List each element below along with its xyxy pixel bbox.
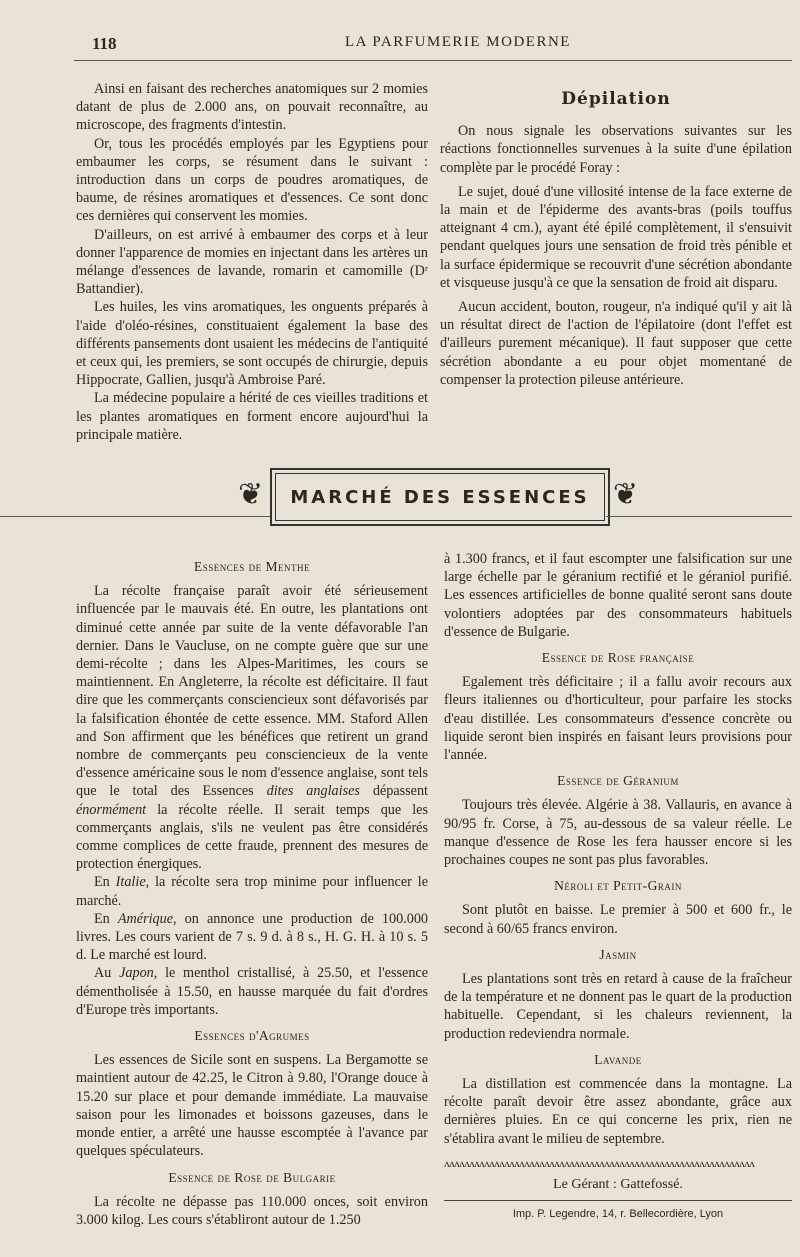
gerant-signature: Le Gérant : Gattefossé. (553, 1177, 683, 1193)
paragraph: Les plantations sont très en retard à cause de la fraîcheur de la température et ne donnent pas le quart de la production habituelle. Cependant, si les chaleurs reviennent, la production redeviendra normale. (444, 971, 792, 1042)
right-column-top (440, 90, 792, 389)
section-banner (236, 468, 640, 526)
paragraph: Sont plutôt en baisse. Le premier à 500 et 600 fr., le second à 60/65 francs environ. (444, 902, 792, 937)
paragraph: Le sujet, doué d'une villosité intense de la face externe de la main et de l'épiderme des avants-bras (poils touffus atteignant 4 cm.), ayant été épilé complètement, il s'ensuivit pendant quelques jours une sensation de froid très pénible et la surface épidermique se recouvrit d'une sécrétion abondante et visqueuse jusqu'à ce que la sensation de froid ait disparu. (440, 183, 792, 291)
paragraph: En Italie, la récolte sera trop minime pour influencer le marché. (76, 874, 429, 909)
page-header (88, 34, 788, 60)
paragraph: Or, tous les procédés employés par les Egyptiens pour embaumer les corps, se résument dans le suivant : introduction dans un corps de poudres aromatiques, de baume, de résines aromatiques et d'essences. Ce sont donc ces dernières qui conservent les momies. (76, 135, 428, 225)
paragraph: Ainsi en faisant des recherches anatomiques sur 2 momies datant de plus de 2.000 ans, on pouvait reconnaître, au microscope, des fragments d'intestin. (76, 81, 428, 134)
section-heading-lavande: Lavande (594, 1051, 642, 1067)
section-heading-geranium: Essence de Géranium (557, 773, 679, 789)
section-heading-jasmin: Jasmin (599, 946, 637, 962)
banner-rule-right (606, 516, 792, 517)
paragraph: Les huiles, les vins aromatiques, les onguents préparés à l'aide d'oléo-résines, constituaient également la base des différents pansements dont usaient les médecins de l'antiquité et ceux qui, les premiers, se sont occupés de chirurgie, depuis Hippocrate, Gallien, jusqu'à Ambroise Paré. (76, 299, 428, 389)
paragraph: La médecine populaire a hérité de ces vieilles traditions et les plantes aromatiques en forment encore aujourd'hui la principale matière. (76, 390, 428, 443)
paragraph: à 1.300 francs, et il faut escompter une falsification sur une large échelle par le géranium rectifié et le géraniol purifié. Les essences artificielles de bonne qualité seront sans doute volontiers adoptées par des consommateurs habituels d'essence de Bulgarie. (444, 551, 792, 640)
ornament-left-icon: ❦ (238, 478, 264, 511)
paragraph: La distillation est commencée dans la montagne. La récolte paraît devoir être assez abondante, grâce aux dernières pluies. En ce qui concerne les prix, rien ne s'établira avant le milieu de septembre. (444, 1076, 792, 1147)
paragraph: Aucun accident, bouton, rougeur, n'a indiqué qu'il y ait là un résultat direct de l'action de l'épilatoire (dont l'effet est d'ailleurs purement mécanique). Il faut supposer que cette sécrétion abondante a eu pour objet momentané de compenser la protection pileuse antérieure. (440, 299, 792, 388)
banner-frame (270, 468, 610, 526)
decorative-wavy-rule: ʌʌʌʌʌʌʌʌʌʌʌʌʌʌʌʌʌʌʌʌʌʌʌʌʌʌʌʌʌʌʌʌʌʌʌʌʌʌʌʌʌʌʌʌʌʌʌʌʌʌʌʌʌʌʌʌʌʌʌʌʌʌ (444, 1155, 754, 1170)
section-heading-bulgarie: Essence de Rose de Bulgarie (168, 1169, 336, 1185)
banner-title: MARCHÉ DES ESSENCES (290, 486, 590, 508)
header-rule (74, 60, 792, 61)
left-column-top (76, 80, 428, 444)
paragraph: La récolte française paraît avoir été sérieusement influencée par le mauvais été. En outre, les plantations ont diminué cette année par suite de la vente défavorable l'an dernier. Dans le Vaucluse, on ne compte guère que sur une demi-récolte ; dans les Alpes-Maritimes, les cours se maintiennent. En Angleterre, la récolte est déficitaire. Il faut dire que les commerçants consciencieux sont défavorisés par la falsification éhontée de cette essence. MM. Staford Allen and Son affirment que les bénéfices que retirent un grand nombre de commerçants peu consciencieux de la vente d'essence américaine sous le nom d'essence anglaise, sont tels que le total des Essences dites anglaises dépassent énormément la récolte réelle. Il serait temps que les commerçants anglais, s'ils ne veulent pas être considérés comme complices de cette fraude, prennent des mesures de protection énergiques. (76, 583, 429, 873)
paragraph: Toujours très élevée. Algérie à 38. Vallauris, en avance à 90/95 fr. Corse, à 75, au-dessous de sa valeur réelle. Le manque d'essence de Rose les fera hausser encore si les prochaines coupes ne sont pas plus favorables. (444, 797, 792, 869)
paragraph: On nous signale les observations suivantes sur les réactions fonctionnelles survenues à la suite d'une épilation complète par le procédé Foray : (440, 123, 792, 176)
section-heading-agrumes: Essences d'Agrumes (194, 1028, 310, 1044)
paragraph: D'ailleurs, on est arrivé à embaumer des corps et à leur donner l'apparence de momies en injectant dans les artères un mélange d'essences de lavande, romarin et camomille (Dʳ Battandier). (76, 226, 428, 298)
right-column-bottom (444, 550, 792, 1224)
section-heading-rose-francaise: Essence de Rose française (541, 650, 695, 666)
imprint-rule (444, 1200, 792, 1201)
paragraph: Les essences de Sicile sont en suspens. La Bergamotte se maintient autour de 42.25, le Citron à 9.80, l'Orange douce à 15.20 sur place et pour demande immédiate. La mauvaise saison pour les limonades et boissons gazeuses, dans le monde entier, a arrêté une hausse escomptée à l'avance par quelques spéculateurs. (76, 1052, 428, 1160)
printer-imprint: Imp. P. Legendre, 14, r. Bellecordière, Lyon (512, 1208, 724, 1221)
section-heading-neroli: Néroli et Petit-Grain (554, 878, 682, 894)
section-heading-menthe: Essences de Menthe (193, 559, 310, 574)
paragraph: La récolte ne dépasse pas 110.000 onces, soit environ 3.000 kilog. Les cours s'établiront autour de 1.250 (76, 1193, 428, 1228)
ornament-right-icon: ❦ (612, 478, 638, 511)
left-column-bottom (76, 550, 428, 1229)
banner-rule-left (0, 516, 270, 517)
article-title-depilation: Dépilation (561, 89, 671, 109)
paragraph: En Amérique, on annonce une production de 100.000 livres. Les cours varient de 7 s. 9 d. à 8 s., H. G. H. à 10 s. 5 d. Le marché est lourd. (76, 910, 429, 964)
paragraph: Au Japon, le menthol cristallisé, à 25.50, et l'essence démentholisée à 15.50, en hausse marquée du fait d'ordres d'Europe très importants. (76, 965, 429, 1018)
page-number: 118 (92, 34, 117, 53)
journal-title: LA PARFUMERIE MODERNE (345, 34, 571, 50)
paragraph: Egalement très déficitaire ; il a fallu avoir recours aux fleurs italiennes ou d'horticulteur, pour parfaire les stocks d'eau distillée. Les consommateurs d'essence concrète ou liquide seront bien inspirés en faisant leurs provisions pour l'année. (444, 674, 792, 764)
